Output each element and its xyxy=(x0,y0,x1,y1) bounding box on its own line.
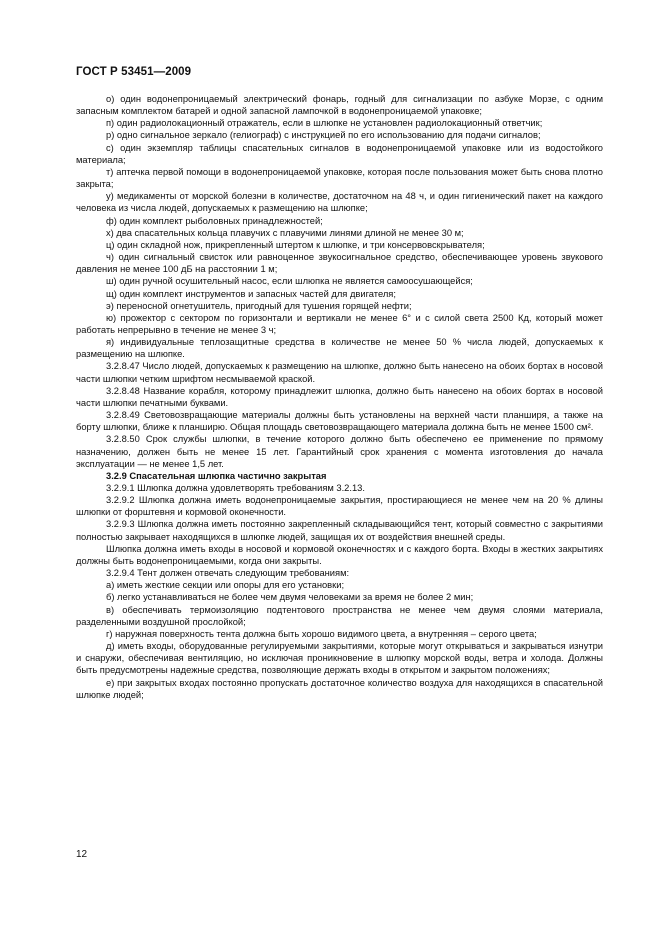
list-item: щ) один комплект инструментов и запасных частей для двигателя; xyxy=(106,288,396,299)
clause-paragraph: 3.2.9.2 Шлюпка должна иметь водонепроницаемые закрытия, простирающиеся не менее чем на 20 % длины шлюпки от форштевня и кормовой оконечности. xyxy=(76,495,603,518)
list-item: ш) один ручной осушительный насос, если шлюпка не является самоосушающейся; xyxy=(106,276,473,287)
clause-paragraph: Шлюпка должна иметь входы в носовой и кормовой оконечностях и с каждого борта. Входы в жестких закрытиях должны быть водонепроницаемыми, когда они закрыты. xyxy=(76,543,603,566)
clause-paragraph: 3.2.9.3 Шлюпка должна иметь постоянно закрепленный складывающийся тент, который совместно с закрытиями полностью закрывает находящихся в шлюпке людей, защищая их от воздействия внешней среды. xyxy=(76,519,603,542)
list-item: х) два спасательных кольца плавучих с плавучими линями длиной не менее 30 м; xyxy=(106,227,464,238)
list-item: г) наружная поверхность тента должна быть хорошо видимого цвета, а внутренняя – серого цвета; xyxy=(106,628,537,639)
list-item: р) одно сигнальное зеркало (гелиограф) с инструкцией по его использованию для подачи сигналов; xyxy=(106,130,541,141)
clause-paragraph: 3.2.8.49 Световозвращающие материалы должны быть установлены на верхней части планширя, а также на борту шлюпки, ближе к планширю. Общая площадь световозвращающего материала должна быть не менее 1500 см². xyxy=(76,410,603,433)
list-item: а) иметь жесткие секции или опоры для его установки; xyxy=(106,580,345,591)
list-item: э) переносной огнетушитель, пригодный для тушения горящей нефти; xyxy=(106,300,412,311)
document-header: ГОСТ Р 53451—2009 xyxy=(76,66,192,78)
list-item: у) медикаменты от морской болезни в количестве, достаточном на 48 ч, и один гигиенический пакет на каждого человека из числа людей, допускаемых к размещению на шлюпке; xyxy=(76,191,603,214)
list-item: е) при закрытых входах постоянно пропускать достаточное количество воздуха для находящихся в спасательной шлюпке людей; xyxy=(76,677,603,700)
list-item: б) легко устанавливаться не более чем двумя человеками за время не более 2 мин; xyxy=(106,592,474,603)
list-item: с) один экземпляр таблицы спасательных сигналов в водонепроницаемой упаковке или из водостойкого материала; xyxy=(76,142,603,165)
list-item: т) аптечка первой помощи в водонепроницаемой упаковке, которая после пользования может быть снова плотно закрыта; xyxy=(76,166,603,190)
list-item: в) обеспечивать термоизоляцию подтентового пространства не менее чем двумя слоями материала, разделенными воздушной прослойкой; xyxy=(76,604,603,627)
clause-paragraph: 3.2.8.48 Название корабля, которому принадлежит шлюпка, должно быть нанесено на обоих бортах в носовой части шлюпки печатными буквами. xyxy=(76,385,603,408)
document-body xyxy=(76,93,603,701)
list-item: п) один радиолокационный отражатель, если в шлюпке не установлен радиолокационный ответчик; xyxy=(106,118,543,129)
list-item: ц) один складной нож, прикрепленный штертом к шлюпке, и три консервовскрывателя; xyxy=(106,239,485,250)
page-number: 12 xyxy=(76,849,88,860)
list-item: я) индивидуальные теплозащитные средства в количестве не менее 50 % числа людей, допускаемых к размещению на шлюпке. xyxy=(76,337,603,360)
list-item: ф) один комплект рыболовных принадлежностей; xyxy=(106,215,323,226)
clause-paragraph: 3.2.8.47 Число людей, допускаемых к размещению на шлюпке, должно быть нанесено на обоих бортах в носовой части шлюпки четким шрифтом несмываемой краской. xyxy=(76,361,603,384)
clause-paragraph: 3.2.8.50 Срок службы шлюпки, в течение которого должно быть обеспечено ее применение по прямому назначению, должен быть не менее 15 лет. Гарантийный срок хранения с момента изготовления до начала эксплуатации — не менее 1,5 лет. xyxy=(76,434,603,469)
list-item: ч) один сигнальный свисток или равноценное звукосигнальное средство, обеспечивающее уровень звукового давления не менее 100 дБ на расстоянии 1 м; xyxy=(76,252,603,275)
clause-paragraph: 3.2.9.4 Тент должен отвечать следующим требованиям: xyxy=(106,568,350,579)
list-item: о) один водонепроницаемый электрический фонарь, годный для сигнализации по азбуке Морзе, с одним запасным комплектом батарей и одной запасной лампочкой в водонепроницаемой упаковке; xyxy=(76,94,603,117)
list-item: д) иметь входы, оборудованные регулируемыми закрытиями, которые могут открываться и закрываться изнутри и снаружи, обеспечивая вентиляцию, но исключая проникновение в шлюпку морской воды, ветра и холода. Должны быть предусмотрены надежные средства, позволяющие держать входы в открытом и закрытом положениях; xyxy=(76,641,603,676)
clause-paragraph: 3.2.9.1 Шлюпка должна удовлетворять требованиям 3.2.13. xyxy=(106,483,365,493)
list-item: ю) прожектор с сектором по горизонтали и вертикали не менее 6° и с силой света 2500 Кд, который может работать непрерывно в течение не менее 3 ч; xyxy=(76,312,603,335)
section-heading: 3.2.9 Спасательная шлюпка частично закрытая xyxy=(106,470,327,481)
